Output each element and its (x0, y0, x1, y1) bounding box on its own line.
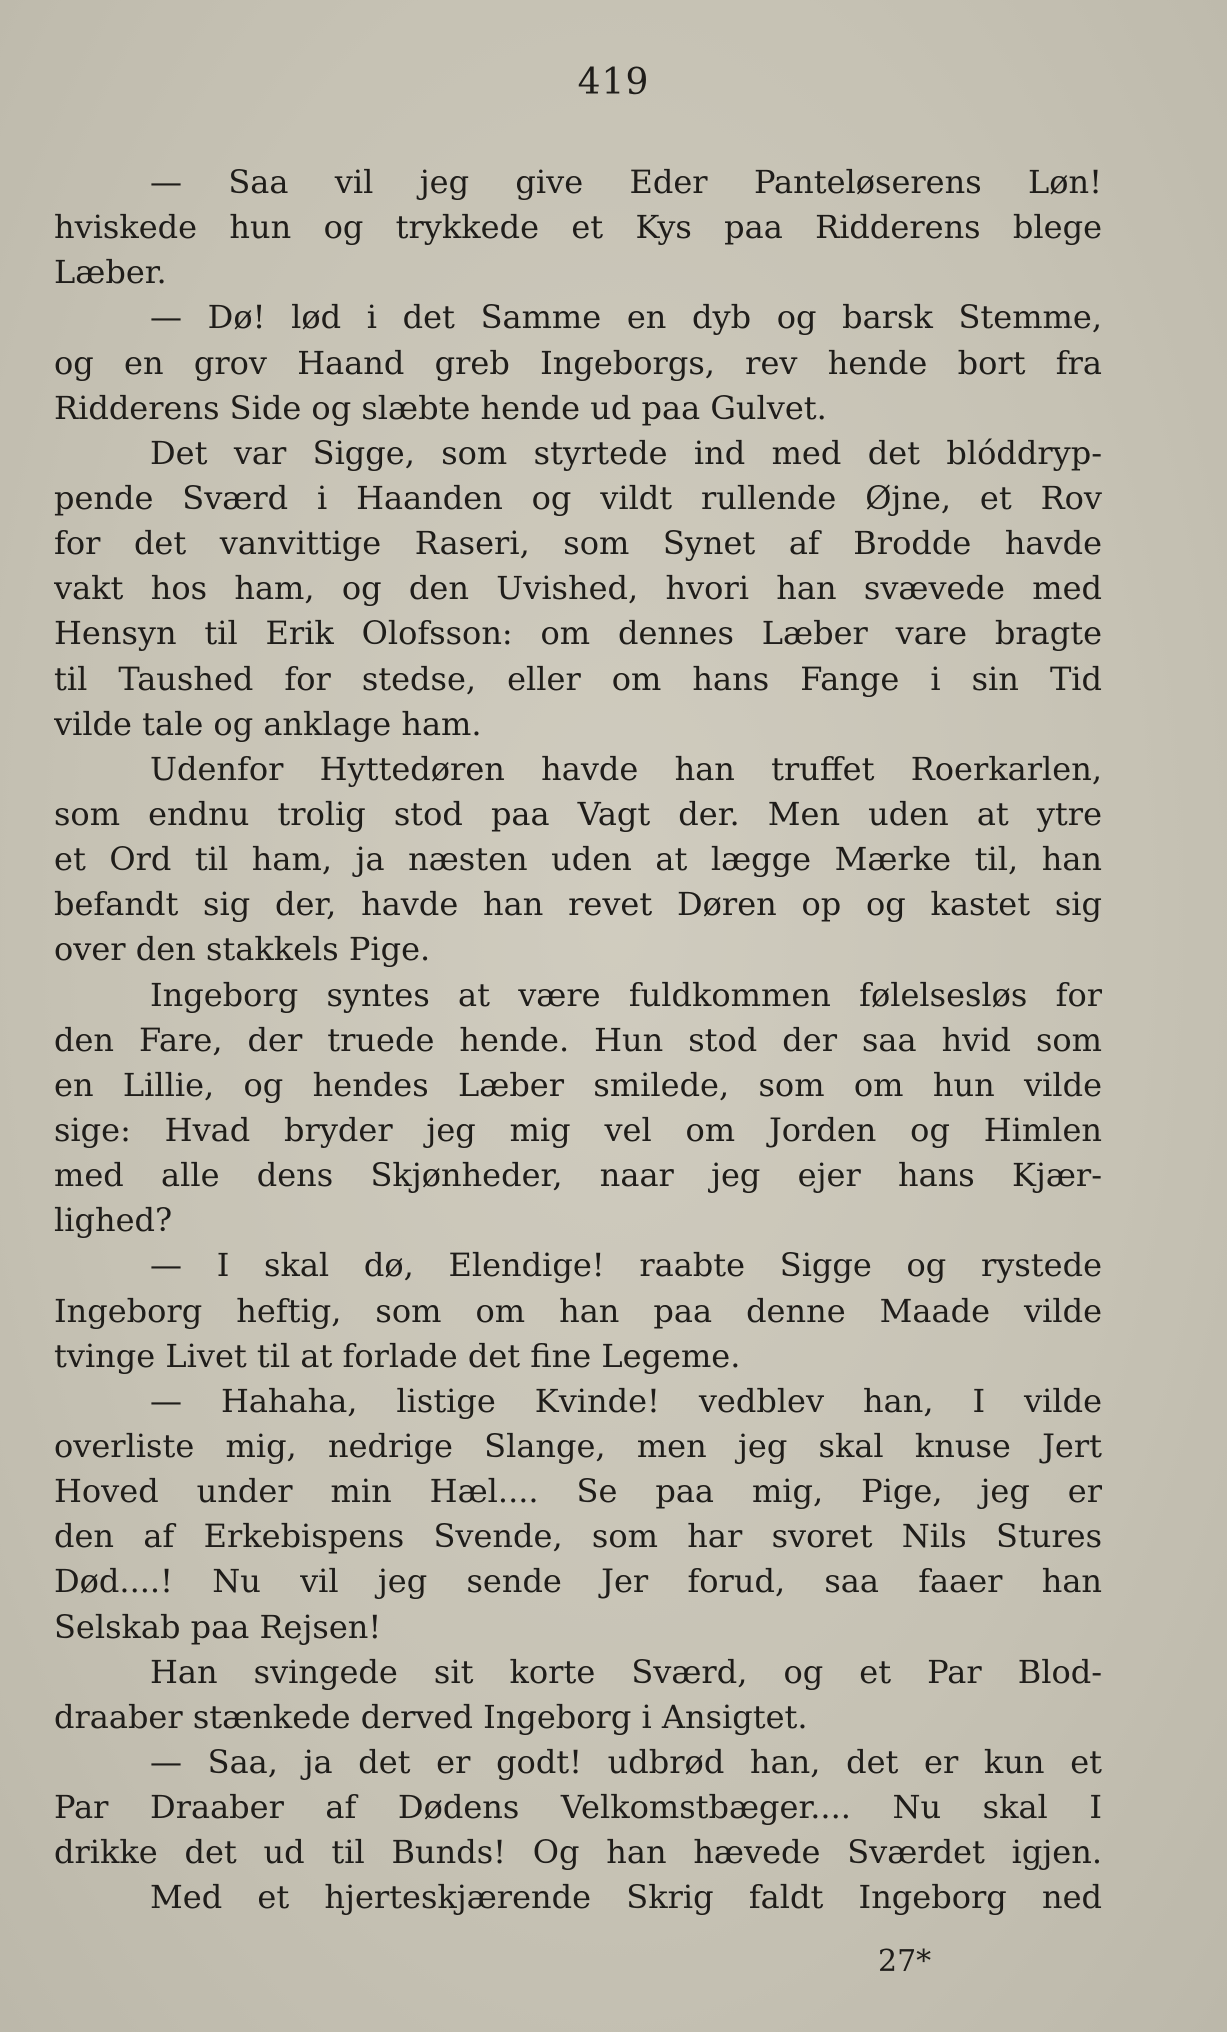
text-line: Ingeborg heftig, som om han paa denne Maade vilde (54, 1291, 1102, 1330)
text-line: pende Sværd i Haanden og vildt rullende Øjne, et Rov (54, 478, 1102, 517)
text-line: tvinge Livet til at forlade det fine Legeme. (54, 1336, 741, 1375)
text-line: lighed? (54, 1201, 173, 1240)
text-line: overliste mig, nedrige Slange, men jeg skal knuse Jert (54, 1426, 1102, 1465)
text-line: den af Erkebispens Svende, som har svoret Nils Stures (54, 1517, 1102, 1556)
text-line: hviskede hun og trykkede et Kys paa Ridderens blege (54, 208, 1102, 247)
signature-mark: 27* (878, 1944, 932, 1979)
text-line: Ingeborg syntes at være fuldkommen følelsesløs for (150, 975, 1102, 1014)
text-line: Det var Sigge, som styrtede ind med det blóddryp- (150, 433, 1102, 472)
text-line: draaber stænkede derved Ingeborg i Ansigtet. (54, 1697, 808, 1736)
text-line: en Lillie, og hendes Læber smilede, som om hun vilde (54, 1065, 1102, 1104)
text-line: Selskab paa Rejsen! (54, 1607, 382, 1646)
text-line: som endnu trolig stod paa Vagt der. Men uden at ytre (54, 794, 1102, 833)
text-line: vilde tale og anklage ham. (54, 704, 482, 743)
text-line: — Saa, ja det er godt! udbrød han, det er kun et (150, 1742, 1102, 1781)
text-line: Par Draaber af Dødens Velkomstbæger.... Nu skal I (54, 1788, 1102, 1827)
text-line: — Saa vil jeg give Eder Panteløserens Løn! (150, 163, 1102, 201)
body-text (54, 160, 1102, 1920)
text-line: Han svingede sit korte Sværd, og et Par Blod- (150, 1652, 1102, 1691)
text-line: et Ord til ham, ja næsten uden at lægge Mærke til, han (54, 840, 1102, 879)
text-line: sige: Hvad bryder jeg mig vel om Jorden og Himlen (54, 1110, 1102, 1149)
text-line: Udenfor Hyttedøren havde han truffet Roerkarlen, (150, 749, 1102, 788)
text-line: drikke det ud til Bunds! Og han hævede Sværdet igjen. (54, 1833, 1102, 1872)
text-line: Læber. (54, 253, 167, 292)
text-line: Med et hjerteskjærende Skrig faldt Ingeborg ned (150, 1878, 1102, 1917)
text-line: Hensyn til Erik Olofsson: om dennes Læber vare bragte (54, 614, 1102, 653)
text-line: den Fare, der truede hende. Hun stod der saa hvid som (54, 1020, 1102, 1059)
text-line: vakt hos ham, og den Uvished, hvori han svævede med (54, 569, 1102, 608)
text-line: — Hahaha, listige Kvinde! vedblev han, I vilde (150, 1381, 1102, 1420)
text-line: over den stakkels Pige. (54, 930, 431, 969)
text-line: Død....! Nu vil jeg sende Jer forud, saa faaer han (54, 1562, 1102, 1601)
text-line: — Dø! lød i det Samme en dyb og barsk Stemme, (150, 298, 1102, 337)
text-line: — I skal dø, Elendige! raabte Sigge og rystede (150, 1246, 1102, 1285)
text-line: til Taushed for stedse, eller om hans Fange i sin Tid (54, 659, 1102, 698)
text-line: og en grov Haand greb Ingeborgs, rev hende bort fra (54, 343, 1102, 382)
text-line: Hoved under min Hæl.... Se paa mig, Pige, jeg er (54, 1472, 1102, 1511)
page-number: 419 (577, 62, 650, 103)
text-line: for det vanvittige Raseri, som Synet af Brodde havde (54, 524, 1102, 563)
text-line: befandt sig der, havde han revet Døren op og kastet sig (54, 885, 1102, 924)
text-line: Ridderens Side og slæbte hende ud paa Gulvet. (54, 388, 827, 427)
text-line: med alle dens Skjønheder, naar jeg ejer hans Kjær- (54, 1156, 1102, 1195)
